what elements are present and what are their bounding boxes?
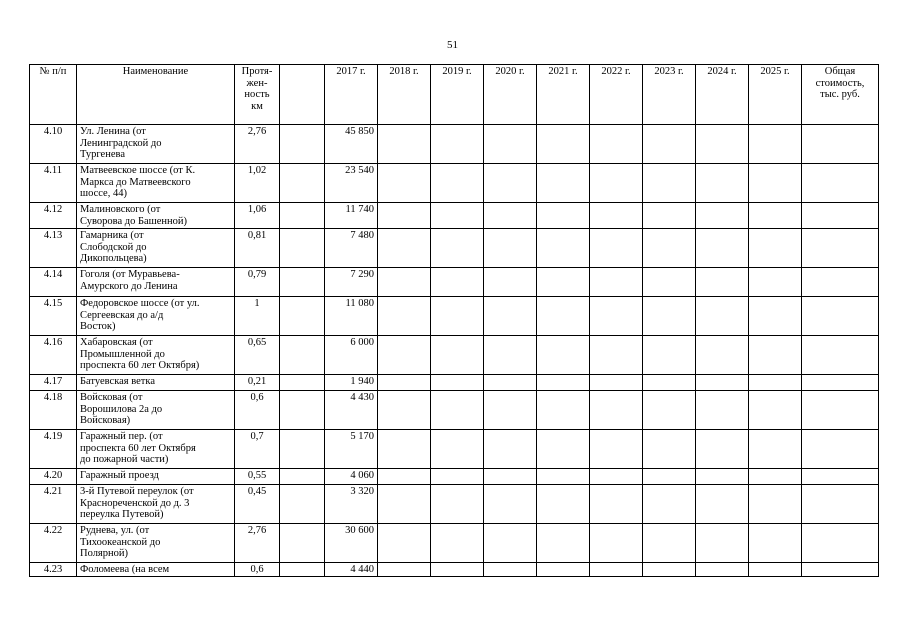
row-year-cell (696, 430, 749, 469)
row-year-cell (484, 125, 537, 164)
row-value-2017: 7 290 (325, 268, 378, 297)
row-name: 3-й Путевой переулок (от Краснореченской до д. 3 переулка Путевой) (77, 485, 235, 524)
row-year-cell (378, 375, 431, 391)
row-year-cell (484, 375, 537, 391)
row-year-cell (590, 469, 643, 485)
row-year-cell (643, 524, 696, 563)
row-year-cell (378, 391, 431, 430)
row-name: Матвеевское шоссе (от К. Маркса до Матвеевского шоссе, 44) (77, 164, 235, 203)
row-name: Руднева, ул. (от Тихоокеанской до Полярной) (77, 524, 235, 563)
table-row (30, 469, 879, 485)
row-length: 0,81 (235, 229, 280, 268)
row-blank-cell (280, 297, 325, 336)
row-year-cell (696, 391, 749, 430)
row-year-cell (643, 375, 696, 391)
table-header-row (30, 65, 879, 125)
row-length: 1 (235, 297, 280, 336)
row-number: 4.10 (30, 125, 77, 164)
row-name: Войсковая (от Ворошилова 2а до Войсковая) (77, 391, 235, 430)
row-year-cell (749, 430, 802, 469)
row-year-cell (696, 229, 749, 268)
header-year: 2021 г. (537, 65, 590, 125)
row-year-cell (590, 164, 643, 203)
row-year-cell (378, 268, 431, 297)
row-value-2017: 11 080 (325, 297, 378, 336)
row-year-cell (749, 164, 802, 203)
row-year-cell (484, 229, 537, 268)
row-number: 4.11 (30, 164, 77, 203)
row-year-cell (590, 485, 643, 524)
row-year-cell (431, 203, 484, 229)
row-year-cell (378, 125, 431, 164)
row-total-cell (802, 125, 879, 164)
header-year: 2020 г. (484, 65, 537, 125)
row-year-cell (431, 375, 484, 391)
row-year-cell (643, 268, 696, 297)
row-number: 4.12 (30, 203, 77, 229)
row-blank-cell (280, 524, 325, 563)
row-value-2017: 4 440 (325, 563, 378, 577)
row-length: 0,7 (235, 430, 280, 469)
row-year-cell (749, 203, 802, 229)
row-year-cell (537, 391, 590, 430)
row-total-cell (802, 430, 879, 469)
row-year-cell (643, 164, 696, 203)
row-value-2017: 11 740 (325, 203, 378, 229)
row-year-cell (590, 563, 643, 577)
row-year-cell (590, 524, 643, 563)
row-length: 2,76 (235, 125, 280, 164)
row-year-cell (431, 485, 484, 524)
row-year-cell (643, 297, 696, 336)
row-year-cell (696, 485, 749, 524)
row-blank-cell (280, 203, 325, 229)
row-name: Ул. Ленина (от Ленинградской до Тургенева (77, 125, 235, 164)
row-year-cell (643, 469, 696, 485)
row-length: 1,02 (235, 164, 280, 203)
row-year-cell (537, 563, 590, 577)
row-number: 4.17 (30, 375, 77, 391)
row-year-cell (537, 164, 590, 203)
row-year-cell (378, 469, 431, 485)
row-year-cell (590, 430, 643, 469)
row-number: 4.15 (30, 297, 77, 336)
row-year-cell (749, 524, 802, 563)
row-year-cell (696, 469, 749, 485)
row-year-cell (431, 524, 484, 563)
row-value-2017: 23 540 (325, 164, 378, 203)
row-year-cell (590, 391, 643, 430)
row-total-cell (802, 524, 879, 563)
row-year-cell (537, 430, 590, 469)
row-year-cell (696, 524, 749, 563)
row-year-cell (484, 203, 537, 229)
header-name: Наименование (77, 65, 235, 125)
row-year-cell (484, 391, 537, 430)
row-year-cell (537, 268, 590, 297)
row-year-cell (484, 563, 537, 577)
row-year-cell (696, 375, 749, 391)
row-total-cell (802, 469, 879, 485)
header-year: 2018 г. (378, 65, 431, 125)
table-row (30, 268, 879, 297)
row-number: 4.19 (30, 430, 77, 469)
row-year-cell (749, 563, 802, 577)
row-year-cell (484, 164, 537, 203)
row-total-cell (802, 297, 879, 336)
row-value-2017: 45 850 (325, 125, 378, 164)
row-year-cell (431, 336, 484, 375)
row-year-cell (696, 164, 749, 203)
row-total-cell (802, 391, 879, 430)
table-row (30, 125, 879, 164)
row-blank-cell (280, 375, 325, 391)
table-row (30, 229, 879, 268)
row-year-cell (378, 203, 431, 229)
table-row (30, 430, 879, 469)
row-total-cell (802, 203, 879, 229)
row-year-cell (749, 391, 802, 430)
row-year-cell (431, 430, 484, 469)
row-number: 4.13 (30, 229, 77, 268)
row-year-cell (590, 203, 643, 229)
row-total-cell (802, 268, 879, 297)
row-year-cell (537, 229, 590, 268)
header-year: 2017 г. (325, 65, 378, 125)
row-length: 0,21 (235, 375, 280, 391)
row-number: 4.20 (30, 469, 77, 485)
row-blank-cell (280, 229, 325, 268)
row-total-cell (802, 229, 879, 268)
row-year-cell (749, 268, 802, 297)
header-year: 2023 г. (643, 65, 696, 125)
row-year-cell (484, 430, 537, 469)
row-year-cell (696, 203, 749, 229)
row-year-cell (749, 375, 802, 391)
row-total-cell (802, 164, 879, 203)
row-year-cell (749, 297, 802, 336)
row-year-cell (537, 297, 590, 336)
table-body (30, 125, 879, 577)
row-value-2017: 4 060 (325, 469, 378, 485)
row-year-cell (537, 203, 590, 229)
row-year-cell (378, 430, 431, 469)
header-blank (280, 65, 325, 125)
row-year-cell (749, 125, 802, 164)
row-number: 4.18 (30, 391, 77, 430)
row-year-cell (537, 485, 590, 524)
row-year-cell (696, 563, 749, 577)
row-length: 0,65 (235, 336, 280, 375)
row-year-cell (696, 125, 749, 164)
row-value-2017: 7 480 (325, 229, 378, 268)
row-year-cell (378, 336, 431, 375)
row-year-cell (431, 229, 484, 268)
row-value-2017: 4 430 (325, 391, 378, 430)
row-year-cell (696, 336, 749, 375)
row-number: 4.23 (30, 563, 77, 577)
row-year-cell (378, 563, 431, 577)
row-year-cell (431, 164, 484, 203)
row-year-cell (484, 297, 537, 336)
row-blank-cell (280, 125, 325, 164)
row-year-cell (484, 524, 537, 563)
row-blank-cell (280, 430, 325, 469)
row-blank-cell (280, 336, 325, 375)
row-blank-cell (280, 268, 325, 297)
row-value-2017: 3 320 (325, 485, 378, 524)
row-number: 4.16 (30, 336, 77, 375)
row-total-cell (802, 485, 879, 524)
header-year: 2019 г. (431, 65, 484, 125)
table-row (30, 375, 879, 391)
row-length: 0,6 (235, 391, 280, 430)
row-year-cell (378, 485, 431, 524)
row-year-cell (378, 229, 431, 268)
row-year-cell (484, 485, 537, 524)
row-year-cell (431, 297, 484, 336)
row-name: Гамарника (от Слободской до Дикопольцева) (77, 229, 235, 268)
row-blank-cell (280, 485, 325, 524)
row-year-cell (643, 229, 696, 268)
row-year-cell (378, 297, 431, 336)
row-number: 4.22 (30, 524, 77, 563)
table-row (30, 485, 879, 524)
row-value-2017: 30 600 (325, 524, 378, 563)
row-name: Малиновского (от Суворова до Башенной) (77, 203, 235, 229)
row-length: 0,55 (235, 469, 280, 485)
row-year-cell (431, 268, 484, 297)
row-length: 0,79 (235, 268, 280, 297)
row-year-cell (537, 336, 590, 375)
row-year-cell (537, 125, 590, 164)
row-value-2017: 6 000 (325, 336, 378, 375)
row-year-cell (537, 375, 590, 391)
row-year-cell (590, 336, 643, 375)
row-value-2017: 5 170 (325, 430, 378, 469)
table-row (30, 297, 879, 336)
row-length: 2,76 (235, 524, 280, 563)
header-num: № п/п (30, 65, 77, 125)
table-row (30, 391, 879, 430)
row-year-cell (749, 485, 802, 524)
row-year-cell (590, 268, 643, 297)
row-blank-cell (280, 164, 325, 203)
row-name: Хабаровская (от Промышленной до проспекта 60 лет Октября) (77, 336, 235, 375)
row-year-cell (749, 469, 802, 485)
row-total-cell (802, 336, 879, 375)
header-year: 2022 г. (590, 65, 643, 125)
row-year-cell (378, 524, 431, 563)
row-length: 1,06 (235, 203, 280, 229)
row-year-cell (590, 297, 643, 336)
page-number: 51 (447, 39, 458, 51)
table-row (30, 336, 879, 375)
row-year-cell (696, 297, 749, 336)
header-year: 2024 г. (696, 65, 749, 125)
row-name: Батуевская ветка (77, 375, 235, 391)
row-year-cell (484, 469, 537, 485)
row-name: Гаражный пер. (от проспекта 60 лет Октября до пожарной части) (77, 430, 235, 469)
row-year-cell (643, 485, 696, 524)
row-length: 0,6 (235, 563, 280, 577)
row-name: Фоломеева (на всем (77, 563, 235, 577)
header-length: Протя- жен- ность км (235, 65, 280, 125)
row-year-cell (643, 203, 696, 229)
row-year-cell (749, 229, 802, 268)
row-name: Гоголя (от Муравьева- Амурского до Ленина (77, 268, 235, 297)
row-number: 4.14 (30, 268, 77, 297)
row-blank-cell (280, 391, 325, 430)
row-year-cell (643, 336, 696, 375)
row-year-cell (590, 125, 643, 164)
table-row (30, 164, 879, 203)
row-number: 4.21 (30, 485, 77, 524)
row-year-cell (537, 469, 590, 485)
row-value-2017: 1 940 (325, 375, 378, 391)
row-length: 0,45 (235, 485, 280, 524)
row-year-cell (590, 375, 643, 391)
row-name: Федоровское шоссе (от ул. Сергеевская до а/д Восток) (77, 297, 235, 336)
row-year-cell (431, 563, 484, 577)
header-total-cost: Общая стоимость, тыс. руб. (802, 65, 879, 125)
row-year-cell (378, 164, 431, 203)
table-row (30, 524, 879, 563)
row-year-cell (590, 229, 643, 268)
row-year-cell (431, 469, 484, 485)
row-year-cell (484, 336, 537, 375)
row-year-cell (749, 336, 802, 375)
row-year-cell (484, 268, 537, 297)
row-year-cell (431, 391, 484, 430)
row-total-cell (802, 563, 879, 577)
row-year-cell (537, 524, 590, 563)
row-year-cell (643, 125, 696, 164)
row-year-cell (643, 430, 696, 469)
row-blank-cell (280, 563, 325, 577)
road-works-table (29, 64, 879, 577)
row-year-cell (643, 563, 696, 577)
row-blank-cell (280, 469, 325, 485)
row-name: Гаражный проезд (77, 469, 235, 485)
row-year-cell (696, 268, 749, 297)
header-year: 2025 г. (749, 65, 802, 125)
table-row (30, 203, 879, 229)
row-year-cell (431, 125, 484, 164)
row-total-cell (802, 375, 879, 391)
table-row (30, 563, 879, 577)
row-year-cell (643, 391, 696, 430)
